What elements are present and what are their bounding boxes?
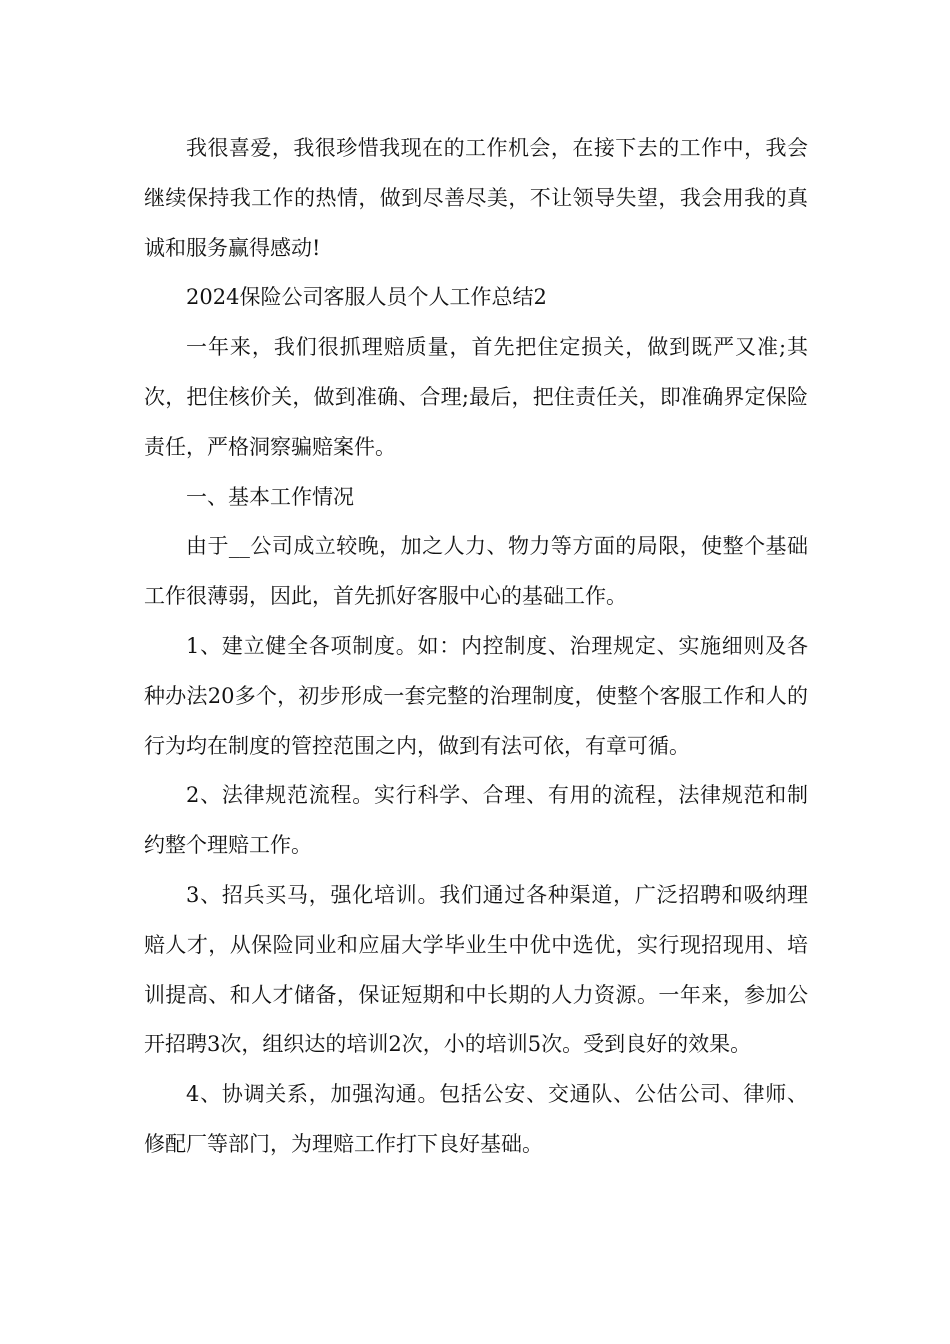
list-item-2: 2、法律规范流程。实行科学、合理、有用的流程，法律规范和制约整个理赔工作。 <box>144 783 808 858</box>
paragraph-intro: 一年来，我们很抓理赔质量，首先把住定损关，做到既严又准;其次，把住核价关，做到准确、合理;最后，把住责任关，即准确界定保险责任，严格洞察骗赔案件。 <box>144 335 808 459</box>
heading-basic-work: 一、基本工作情况 <box>186 484 354 509</box>
list-item-1: 1、建立健全各项制度。如：内控制度、治理规定、实施细则及各种办法20多个，初步形成一套完整的治理制度，使整个客服工作和人的行为均在制度的管控范围之内，做到有法可依，有章可循。 <box>144 633 808 758</box>
list-item-4: 4、协调关系，加强沟通。包括公安、交通队、公估公司、律师、修配厂等部门，为理赔工作打下良好基础。 <box>144 1082 808 1156</box>
paragraph-background: 由于__公司成立较晚，加之人力、物力等方面的局限，使整个基础工作很薄弱，因此，首先抓好客服中心的基础工作。 <box>144 534 808 609</box>
paragraph-closing-remarks: 我很喜爱，我很珍惜我现在的工作机会，在接下去的工作中，我会继续保持我工作的热情，做到尽善尽美，不让领导失望，我会用我的真诚和服务赢得感动! <box>144 136 808 260</box>
section-title: 2024保险公司客服人员个人工作总结2 <box>186 285 547 310</box>
document-page <box>144 124 808 1170</box>
list-item-3: 3、招兵买马，强化培训。我们通过各种渠道，广泛招聘和吸纳理赔人才，从保险同业和应届大学毕业生中优中选优，实行现招现用、培训提高、和人才储备，保证短期和中长期的人力资源。一年来，参加公开招聘3次，组织达的培训2次，小的培训5次。受到良好的效果。 <box>144 882 808 1057</box>
